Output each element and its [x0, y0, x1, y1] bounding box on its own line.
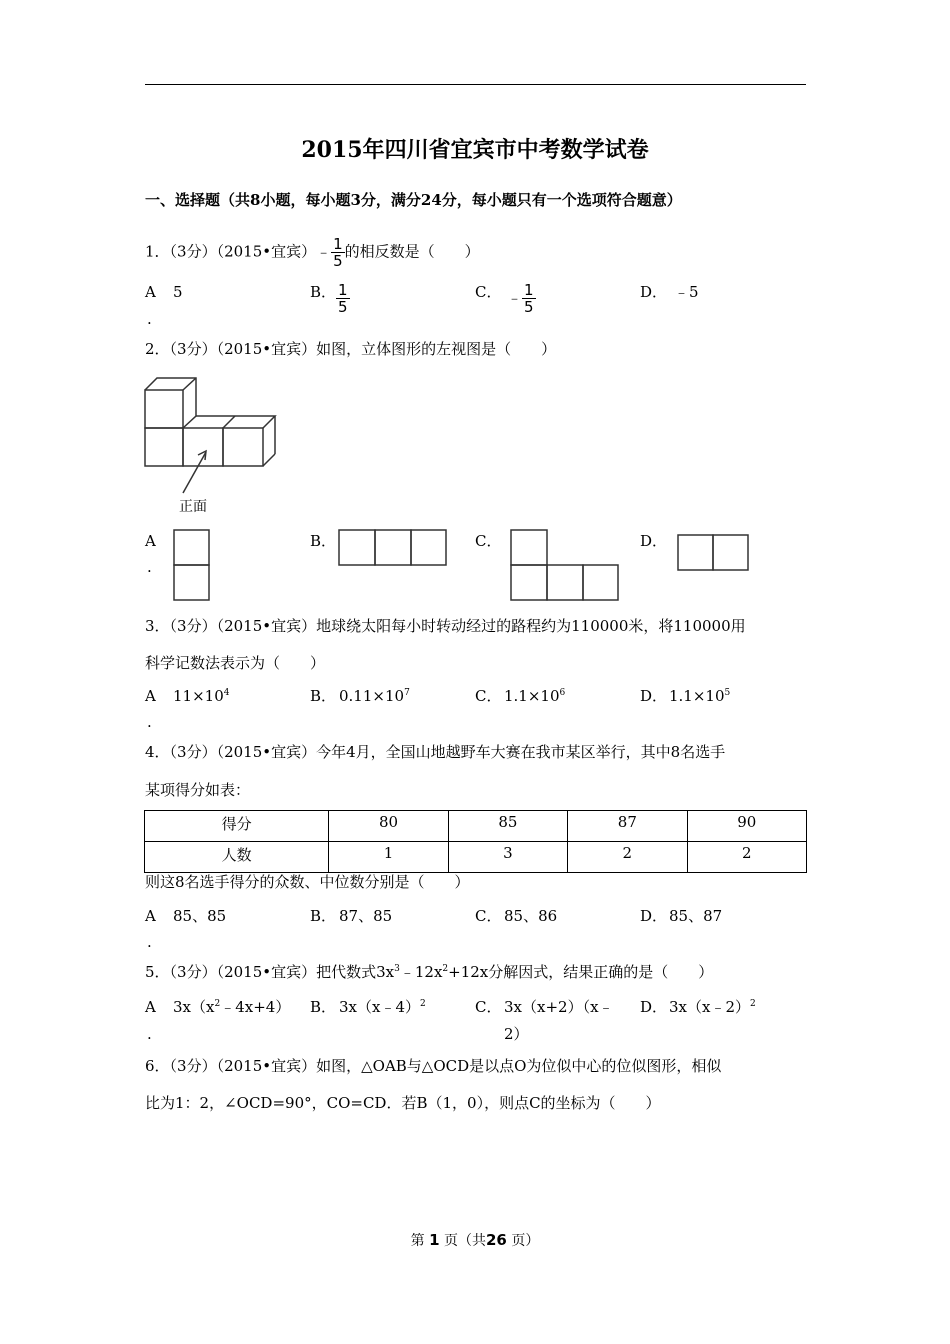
q1-neg-sign: ﹣ — [316, 242, 332, 261]
question-3-line-2: 科学记数法表示为（ ） — [145, 654, 326, 672]
q5-option-c-label: C． — [475, 998, 502, 1016]
q4-option-a-dot: . — [147, 933, 152, 951]
score-table — [144, 810, 807, 873]
q5-option-a-label: A — [145, 998, 156, 1016]
question-4-line-1: 4．（3分）（2015•宜宾）今年4月，全国山地越野车大赛在我市某区举行，其中8名选手 — [145, 743, 726, 761]
q5-option-b-value: 3x（x﹣4）$^2$ — [339, 998, 426, 1016]
q4-option-d-label: D． — [640, 907, 668, 925]
q3-option-c-label: C． — [475, 687, 502, 705]
table-cell: 2 — [687, 842, 806, 873]
q1-fraction-denominator: 5 — [333, 252, 343, 270]
exam-title: 2015年四川省宜宾市中考数学试卷 — [301, 137, 649, 163]
q2-option-c-view — [511, 530, 618, 600]
q1-c-numerator: 1 — [524, 281, 534, 299]
q4-option-b-value: 87、85 — [339, 907, 393, 925]
q5-option-c-line-2: 2） — [504, 1025, 529, 1043]
total-pages: 26 — [486, 1231, 507, 1249]
q5-option-a-value: $3x(x^2﹣4x+4)$ — [173, 998, 291, 1016]
q3-option-b-label: B． — [310, 687, 337, 705]
q5-option-a-dot: . — [147, 1025, 152, 1043]
q4-option-c-value: 85、86 — [504, 907, 558, 925]
q2-option-a-dot: . — [147, 558, 152, 576]
q4-option-b-label: B． — [310, 907, 337, 925]
q3-option-a-value: $11\times 10^4$ — [173, 687, 230, 705]
table-cell: 87 — [568, 811, 687, 842]
table-cell: 80 — [329, 811, 448, 842]
q4-option-c-label: C． — [475, 907, 502, 925]
page-footer — [0, 1230, 950, 1250]
q1-stem-prefix: 1．（3分）（2015•宜宾） — [145, 242, 317, 261]
question-6-line-2: 比为1：2，∠OCD=90°，CO=CD．若B（1，0），则点C的坐标为（ ） — [145, 1094, 661, 1112]
q1-stem-suffix: 的相反数是（ ） — [344, 242, 480, 261]
q1-c-neg-sign: ﹣ — [507, 288, 523, 307]
table-cell: 1 — [329, 842, 448, 873]
q1-option-c-label: C． — [475, 283, 502, 301]
q4-option-a-label: A — [145, 907, 156, 925]
table-cell: 2 — [568, 842, 687, 873]
q2-option-b-view — [339, 530, 446, 565]
q3-option-c-value: $1.1\times 10^6$ — [504, 687, 566, 705]
question-3-line-1: 3．（3分）（2015•宜宾）地球绕太阳每小时转动经过的路程约为110000米，将110000用 — [145, 617, 746, 635]
table-cell: 3 — [448, 842, 567, 873]
q1-option-d-value: ﹣5 — [674, 283, 699, 301]
q1-c-denominator: 5 — [524, 298, 534, 316]
table-row — [145, 811, 807, 842]
q2-option-d-view — [678, 535, 748, 570]
q2-option-a-label: A — [145, 532, 156, 550]
q4-option-a-value: 85、85 — [173, 907, 227, 925]
q3-option-a-label: A — [145, 687, 156, 705]
table-row — [145, 842, 807, 873]
question-6-line-1: 6．（3分）（2015•宜宾）如图，△OAB与△OCD是以点O为位似中心的位似图形，相似 — [145, 1057, 722, 1075]
question-4-after-table: 则这8名选手得分的众数、中位数分别是（ ） — [145, 873, 470, 891]
question-4-line-2: 某项得分如表： — [145, 781, 251, 799]
q3-option-d-value: $1.1\times 10^5$ — [669, 687, 731, 705]
table-cell: 90 — [687, 811, 806, 842]
q3-option-d-label: D． — [640, 687, 668, 705]
footer-middle: 页（共 — [444, 1233, 486, 1249]
q5-option-b-label: B． — [310, 998, 337, 1016]
q1-option-a-label: A — [145, 283, 156, 301]
q5-option-d-value: 3x（x﹣2）$^2$ — [669, 998, 756, 1016]
q4-option-d-value: 85、87 — [669, 907, 723, 925]
q5-option-c-line-1: 3x（x+2）（x﹣ — [504, 998, 614, 1016]
q1-option-d-label: D． — [640, 283, 668, 301]
question-2-stem: 2．（3分）（2015•宜宾）如图，立体图形的左视图是（ ） — [145, 340, 557, 358]
q2-option-d-label: D． — [640, 532, 668, 550]
q2-option-a-view — [174, 530, 209, 600]
footer-prefix: 第 — [410, 1233, 425, 1249]
q3-option-b-value: $0.11\times 10^7$ — [339, 687, 410, 705]
section-heading: 一、选择题（共8小题，每小题3分，满分24分，每小题只有一个选项符合题意） — [145, 191, 682, 209]
table-cell: 85 — [448, 811, 567, 842]
table-cell: 得分 — [145, 811, 329, 842]
table-cell: 人数 — [145, 842, 329, 873]
q1-b-denominator: 5 — [338, 298, 348, 316]
q1-option-a-dot: . — [147, 310, 152, 328]
q1-option-a-value: 5 — [173, 283, 183, 301]
q2-option-c-label: C． — [475, 532, 502, 550]
q2-front-label: 正面 — [179, 499, 207, 515]
page-number: 1 — [429, 1231, 440, 1249]
q2-option-b-label: B． — [310, 532, 337, 550]
q5-option-d-label: D． — [640, 998, 668, 1016]
q3-option-a-dot: . — [147, 713, 152, 731]
q1-fraction-numerator: 1 — [333, 235, 343, 253]
q1-option-b-label: B． — [310, 283, 337, 301]
question-5-stem: 5．（3分）（2015•宜宾）把代数式$3x^3﹣12x^2+12x$分解因式，结果正确的是（ ） — [145, 963, 714, 981]
footer-suffix: 页） — [511, 1233, 540, 1249]
q1-b-numerator: 1 — [338, 281, 348, 299]
